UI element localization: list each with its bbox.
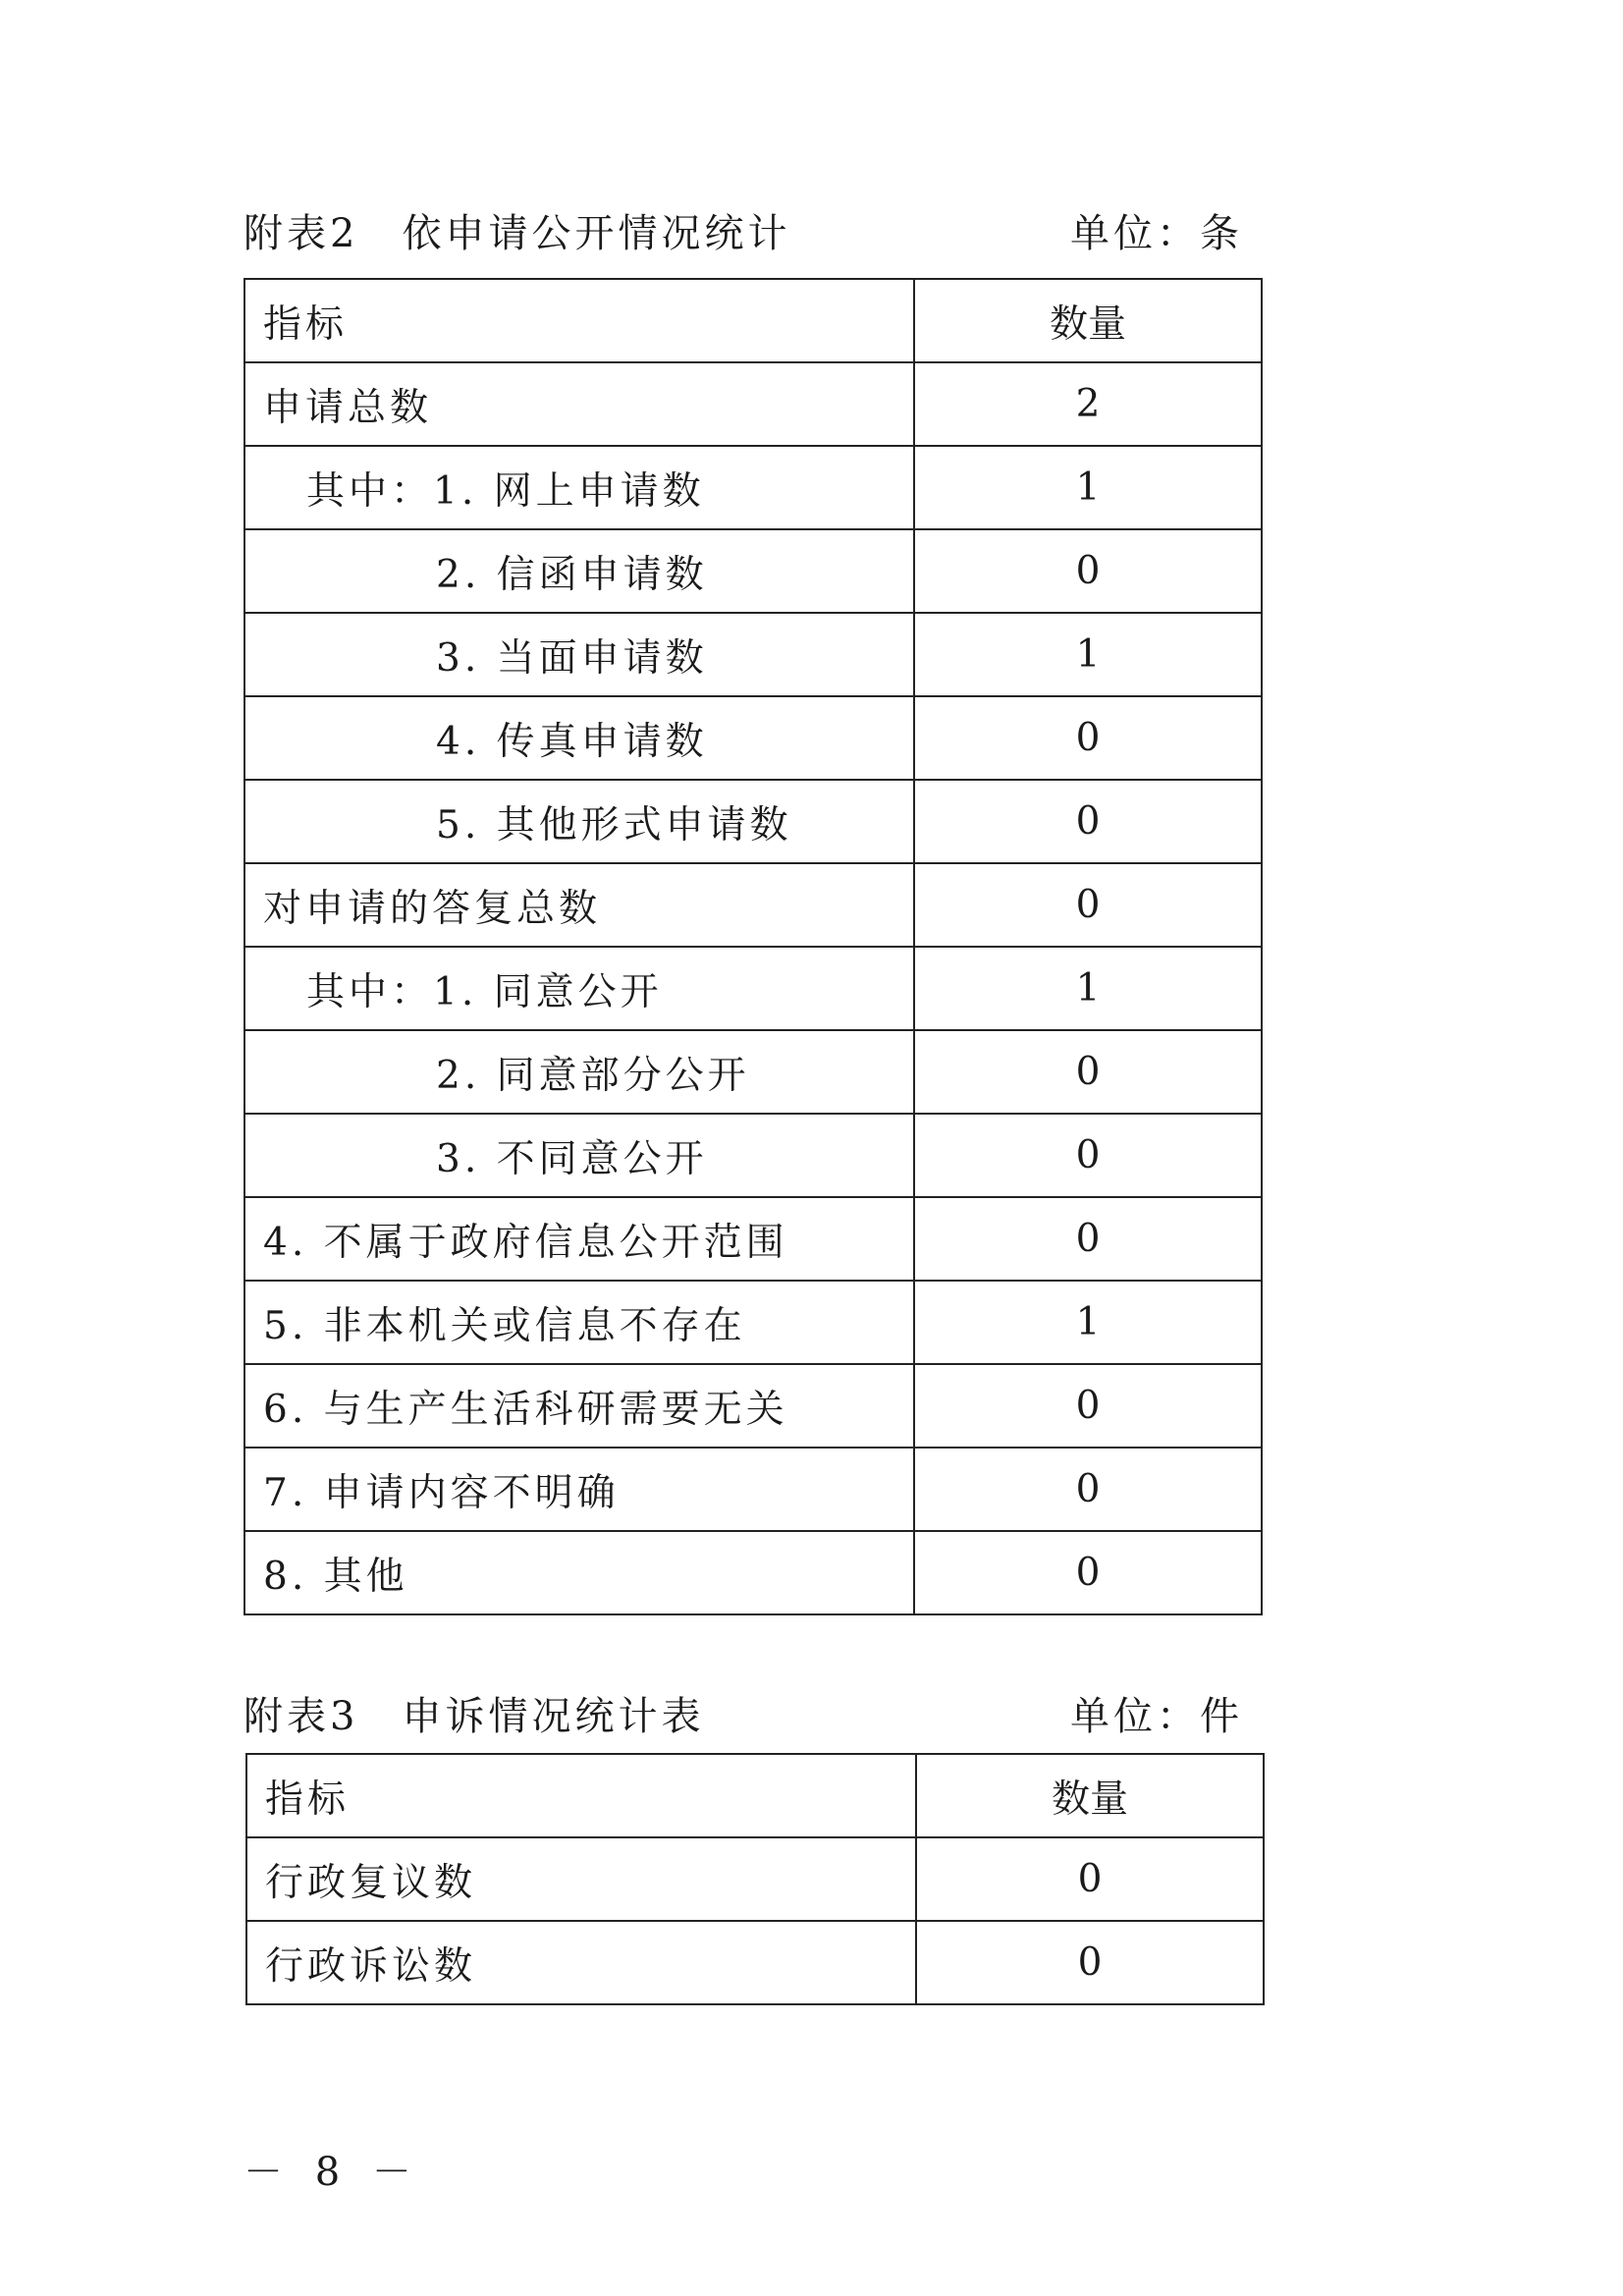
- row-label: 行政诉讼数: [246, 1921, 916, 2004]
- row-value: 1: [914, 613, 1262, 696]
- table-row: [244, 613, 1262, 696]
- table-row: [244, 1197, 1262, 1281]
- row-label: 4. 不属于政府信息公开范围: [244, 1197, 914, 1281]
- row-value: 0: [914, 1114, 1262, 1197]
- row-value: 0: [914, 780, 1262, 863]
- row-value: 0: [914, 1030, 1262, 1114]
- table-row: [246, 1837, 1264, 1921]
- page-number: － 8 －: [243, 2150, 421, 2195]
- row-label: 2. 同意部分公开: [244, 1030, 914, 1114]
- table-row: [244, 696, 1262, 780]
- row-value: 0: [914, 1531, 1262, 1614]
- row-label: 行政复议数: [246, 1837, 916, 1921]
- row-value: 0: [914, 863, 1262, 947]
- table3-unit: 单位：件: [1070, 1694, 1243, 1739]
- table2-unit: 单位：条: [1070, 211, 1243, 256]
- row-label: 3. 不同意公开: [244, 1114, 914, 1197]
- table-row: [244, 863, 1262, 947]
- row-label: 2. 信函申请数: [244, 529, 914, 613]
- header-indicator: 指标: [244, 279, 914, 362]
- row-label: 对申请的答复总数: [244, 863, 914, 947]
- row-label: 3. 当面申请数: [244, 613, 914, 696]
- table-row: [244, 362, 1262, 446]
- table2-caption: [243, 204, 1261, 263]
- appeal-stats-table: [245, 1753, 1265, 2005]
- table-row: [244, 1281, 1262, 1364]
- row-label: 申请总数: [244, 362, 914, 446]
- row-label: 5. 其他形式申请数: [244, 780, 914, 863]
- row-value: 1: [914, 1281, 1262, 1364]
- row-label: 4. 传真申请数: [244, 696, 914, 780]
- table-row: [244, 780, 1262, 863]
- row-label: 7. 申请内容不明确: [244, 1448, 914, 1531]
- row-value: 1: [914, 947, 1262, 1030]
- row-value: 0: [916, 1837, 1264, 1921]
- table-row: [244, 1114, 1262, 1197]
- table2-title: 附表2 依申请公开情况统计: [243, 211, 791, 256]
- row-label: 其中：1. 同意公开: [244, 947, 914, 1030]
- row-value: 0: [914, 1448, 1262, 1531]
- table3-caption: [243, 1687, 1261, 1746]
- table-row: [244, 1531, 1262, 1614]
- row-value: 0: [914, 1197, 1262, 1281]
- header-count: 数量: [914, 279, 1262, 362]
- row-value: 0: [914, 1364, 1262, 1448]
- row-value: 0: [916, 1921, 1264, 2004]
- header-count: 数量: [916, 1754, 1264, 1837]
- row-label: 其中：1. 网上申请数: [244, 446, 914, 529]
- table-row: [246, 1921, 1264, 2004]
- row-value: 0: [914, 696, 1262, 780]
- row-label: 8. 其他: [244, 1531, 914, 1614]
- row-value: 2: [914, 362, 1262, 446]
- table-row: [244, 1448, 1262, 1531]
- table-row: [244, 1364, 1262, 1448]
- table-row: [244, 947, 1262, 1030]
- table3-title: 附表3 申诉情况统计表: [243, 1694, 705, 1739]
- table-row: [244, 446, 1262, 529]
- application-stats-table: [243, 278, 1263, 1615]
- table-row: [244, 529, 1262, 613]
- table-header-row: [244, 279, 1262, 362]
- table-header-row: [246, 1754, 1264, 1837]
- row-value: 1: [914, 446, 1262, 529]
- table-row: [244, 1030, 1262, 1114]
- row-label: 6. 与生产生活科研需要无关: [244, 1364, 914, 1448]
- header-indicator: 指标: [246, 1754, 916, 1837]
- row-label: 5. 非本机关或信息不存在: [244, 1281, 914, 1364]
- row-value: 0: [914, 529, 1262, 613]
